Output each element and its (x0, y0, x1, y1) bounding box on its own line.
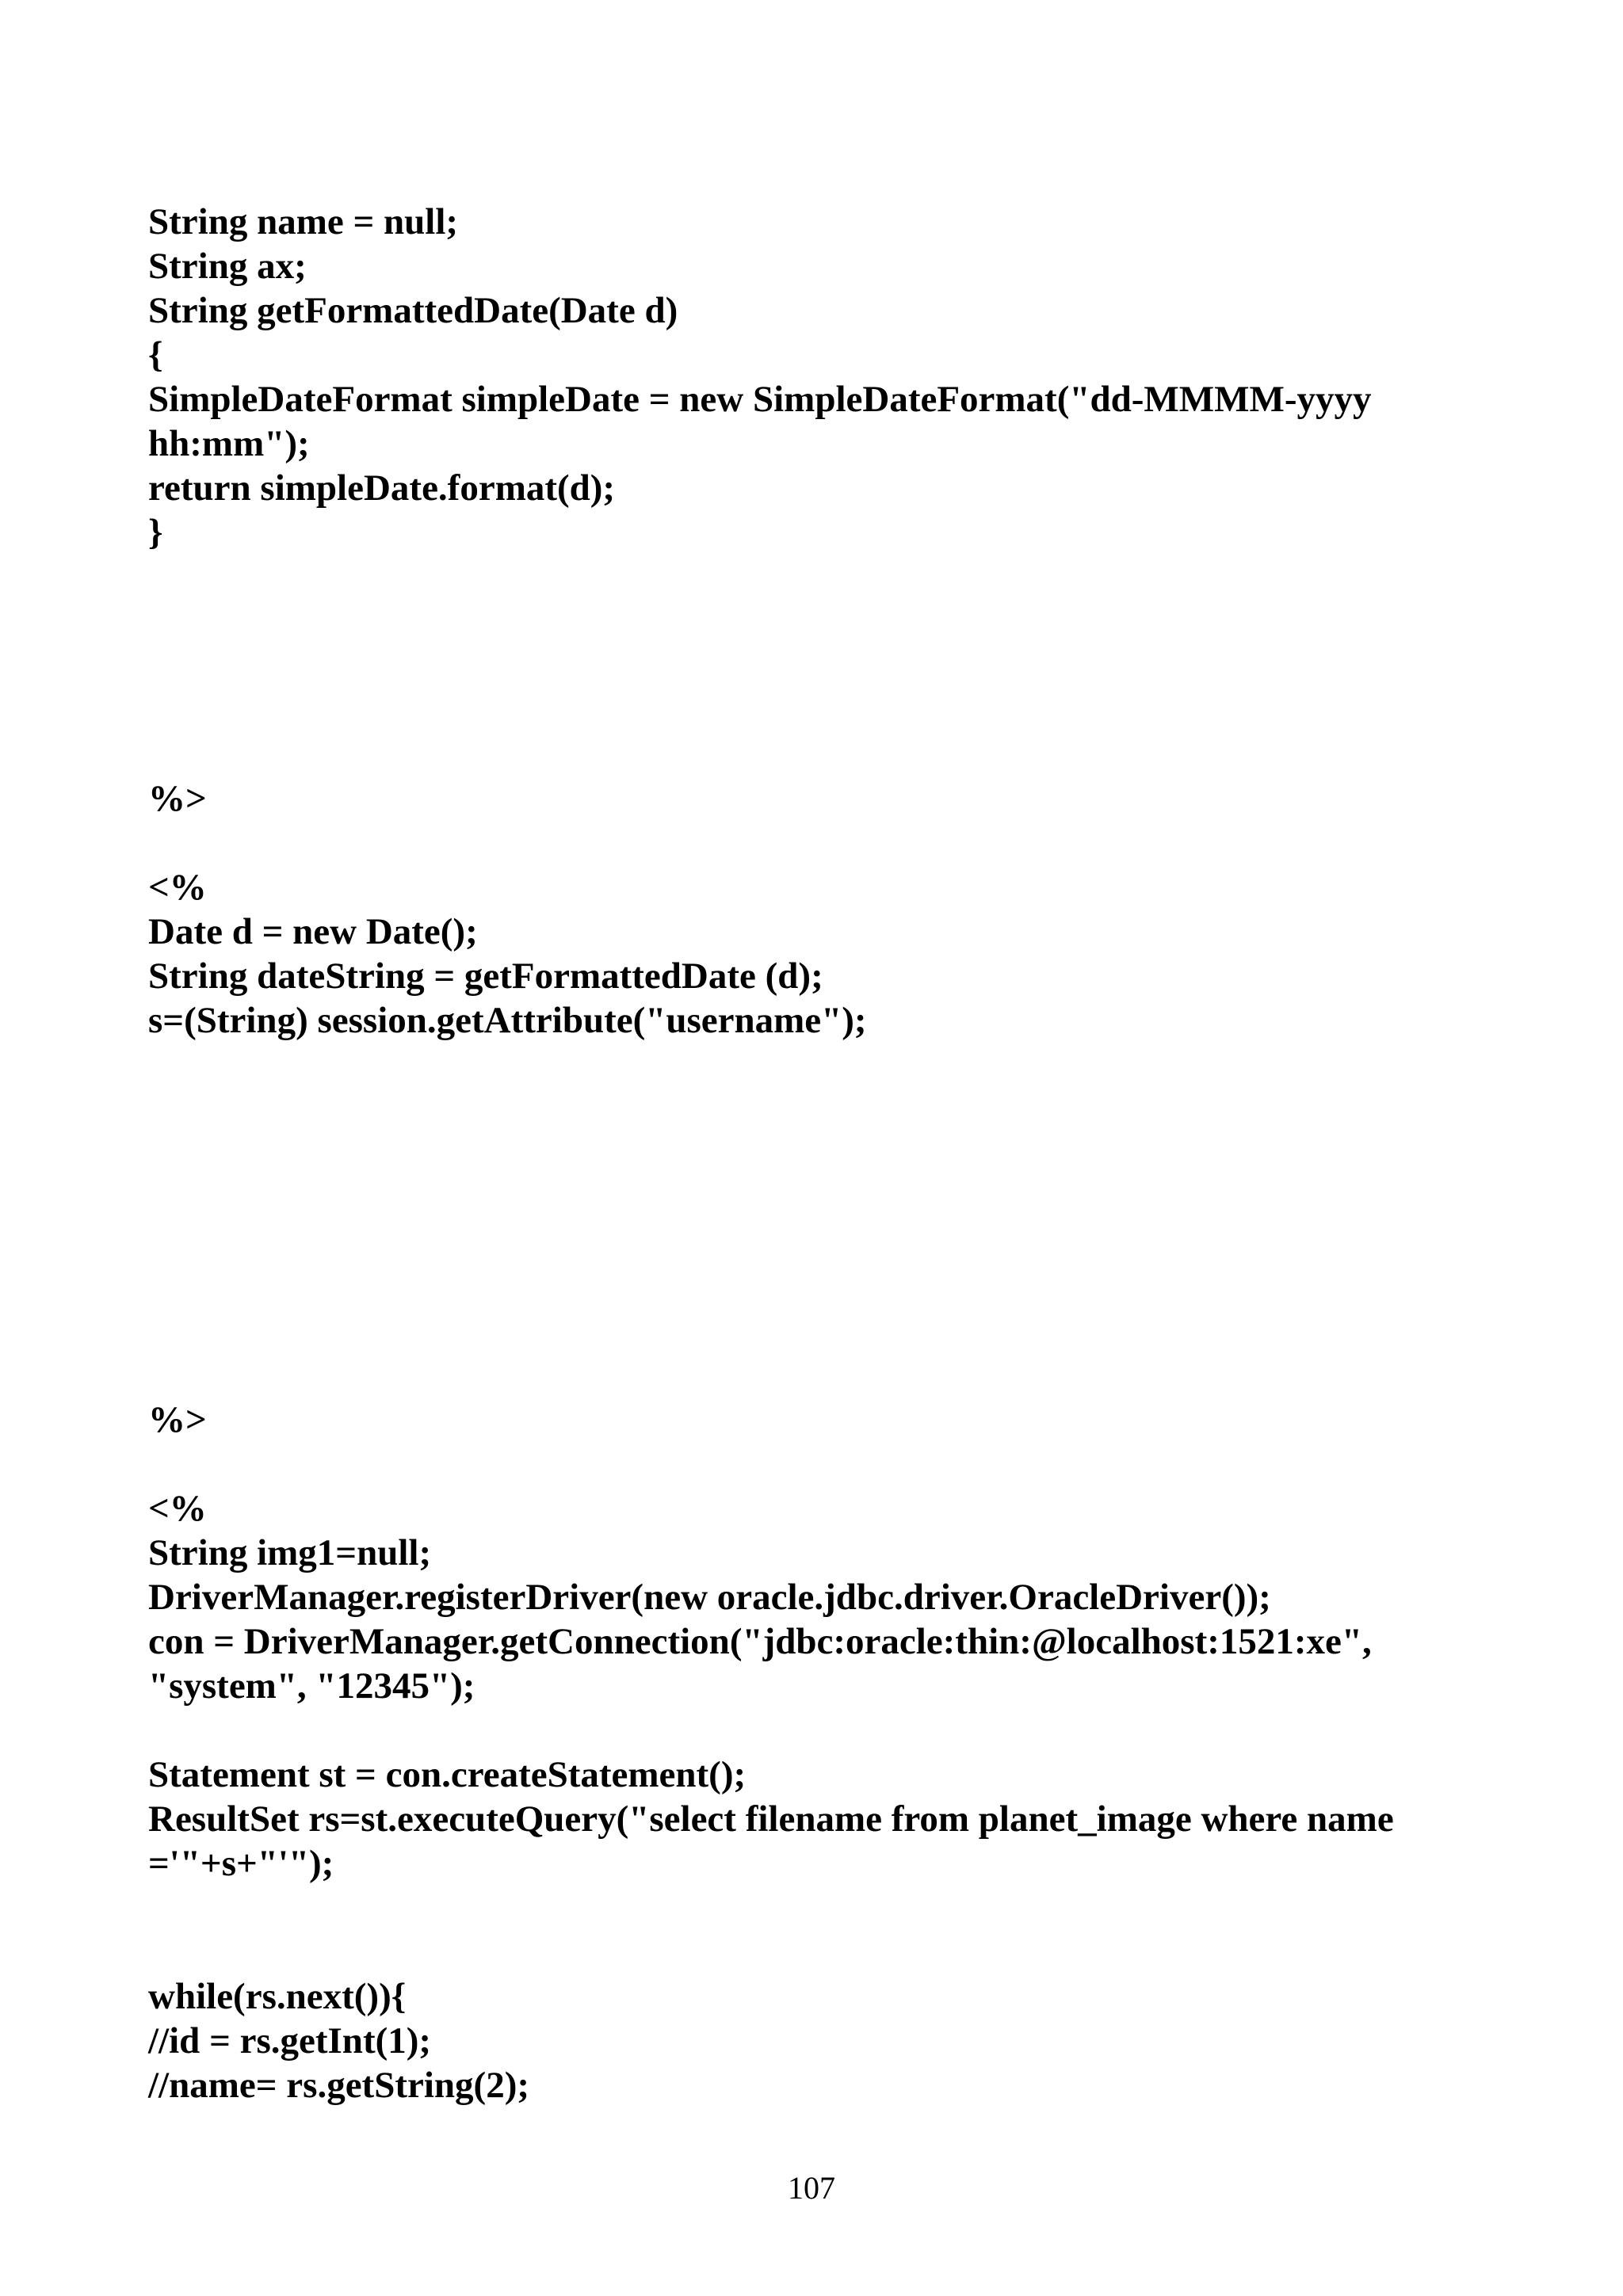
code-line: String getFormattedDate(Date d) (148, 290, 678, 331)
code-line: return simpleDate.format(d); (148, 467, 616, 509)
code-line: ='"+s+"'"); (148, 1843, 334, 1884)
code-line: DriverManager.registerDriver(new oracle.jdbc.driver.OracleDriver()); (148, 1577, 1271, 1618)
code-line: String img1=null; (148, 1532, 432, 1573)
code-line: while(rs.next()){ (148, 1976, 407, 2017)
code-line: //name= rs.getString(2); (148, 2065, 530, 2106)
code-line: s=(String) session.getAttribute("username"); (148, 1000, 867, 1041)
code-line: %> (148, 1399, 207, 1440)
code-line: Statement st = con.createStatement(); (148, 1754, 747, 1795)
code-line: Date d = new Date(); (148, 911, 478, 952)
code-line: hh:mm"); (148, 423, 310, 464)
code-line: String dateString = getFormattedDate (d); (148, 955, 823, 997)
code-line: String name = null; (148, 201, 459, 242)
code-line: String ax; (148, 246, 307, 287)
code-line: "system", "12345"); (148, 1665, 475, 1707)
code-line: %> (148, 778, 207, 819)
code-line: ResultSet rs=st.executeQuery("select filename from planet_image where name (148, 1798, 1394, 1840)
code-line: SimpleDateFormat simpleDate = new SimpleDateFormat("dd-MMMM-yyyy (148, 379, 1372, 420)
code-line: { (148, 334, 163, 376)
code-line: con = DriverManager.getConnection("jdbc:oracle:thin:@localhost:1521:xe", (148, 1621, 1372, 1662)
code-line: //id = rs.getInt(1); (148, 2020, 432, 2061)
code-line: <% (148, 1488, 207, 1529)
code-line: <% (148, 867, 207, 908)
page-number: 107 (788, 2170, 835, 2206)
code-line: } (148, 512, 163, 553)
